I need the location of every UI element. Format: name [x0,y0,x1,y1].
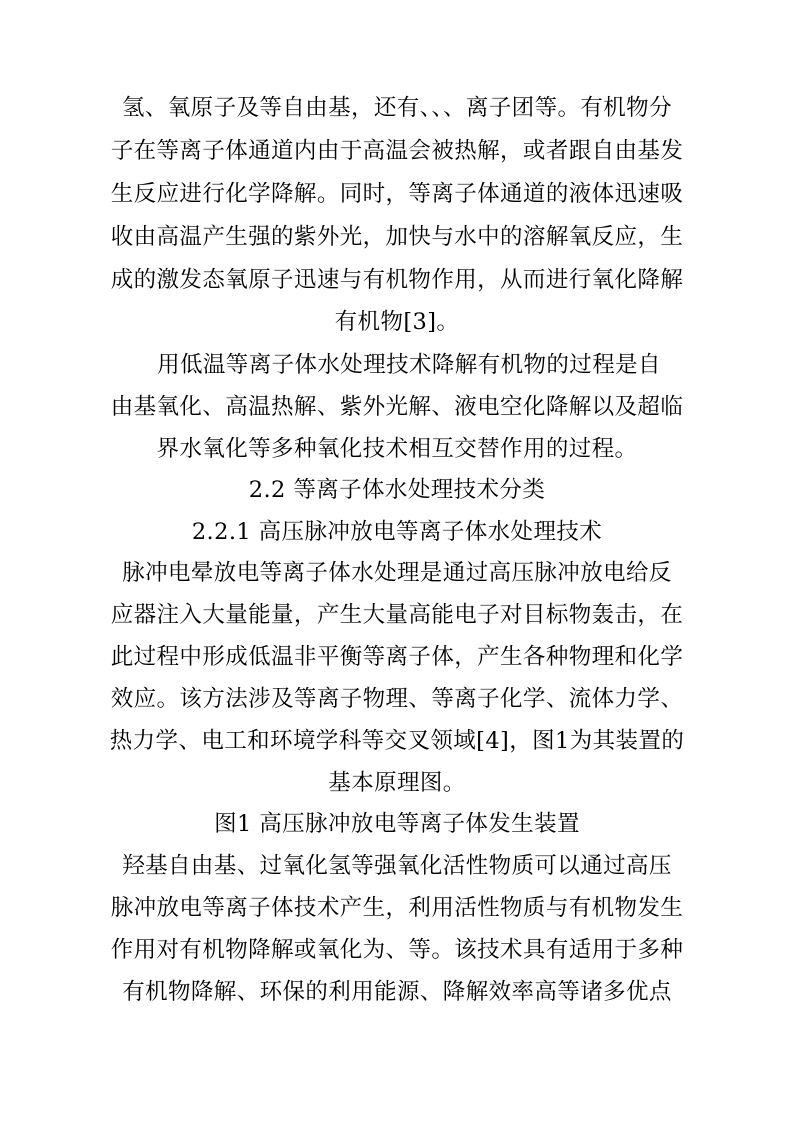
paragraph-1-line: 成的激发态氧原子迅速与有机物作用，从而进行氧化降解 [110,267,684,293]
paragraph-4-line: 脉冲放电等离子体技术产生，利用活性物质与有机物发生 [110,895,684,921]
paragraph-3-line: 此过程中形成低温非平衡等离子体，产生各种物理和化学 [110,644,684,670]
section-heading: 2.2 等离子体水处理技术分类 [248,477,546,503]
paragraph-1-line: 有机物[3]。 [334,309,460,335]
paragraph-1-line: 子在等离子体通道内由于高温会被热解，或者跟自由基发 [110,138,684,164]
paragraph-3-line: 脉冲电晕放电等离子体水处理是通过高压脉冲放电给反 [122,560,672,586]
paragraph-3-line: 基本原理图。 [328,770,466,796]
paragraph-1-line: 收由高温产生强的紫外光，加快与水中的溶解氧反应，生 [110,224,684,250]
subsection-heading: 2.2.1 高压脉冲放电等离子体水处理技术 [191,519,603,545]
paragraph-2-line: 界水氧化等多种氧化技术相互交替作用的过程。 [156,436,638,462]
paragraph-3-line: 热力学、电工和环境学科等交叉领域[4]，图1为其装置的 [109,728,685,754]
paragraph-2-line: 由基氧化、高温热解、紫外光解、液电空化降解以及超临 [110,394,684,420]
paragraph-1-line: 氢、氧原子及等自由基，还有、、、离子团等。有机物分 [121,95,672,121]
paragraph-3-line: 效应。该方法涉及等离子物理、等离子化学、流体力学、 [110,686,684,712]
paragraph-1-line: 生反应进行化学降解。同时，等离子体通道的液体迅速吸 [110,181,684,207]
paragraph-4-line: 羟基自由基、过氧化氢等强氧化活性物质可以通过高压 [122,853,672,879]
paragraph-4-line: 作用对有机物降解或氧化为、等。该技术具有适用于多种 [110,937,684,963]
paragraph-2-line: 用低温等离子体水处理技术降解有机物的过程是自 [157,352,661,378]
paragraph-3-line: 应器注入大量能量，产生大量高能电子对目标物轰击，在 [110,602,684,628]
figure-caption: 图1 高压脉冲放电等离子体发生装置 [214,811,580,837]
paragraph-4-line: 有机物降解、环保的利用能源、降解效率高等诸多优点 [122,979,672,1005]
